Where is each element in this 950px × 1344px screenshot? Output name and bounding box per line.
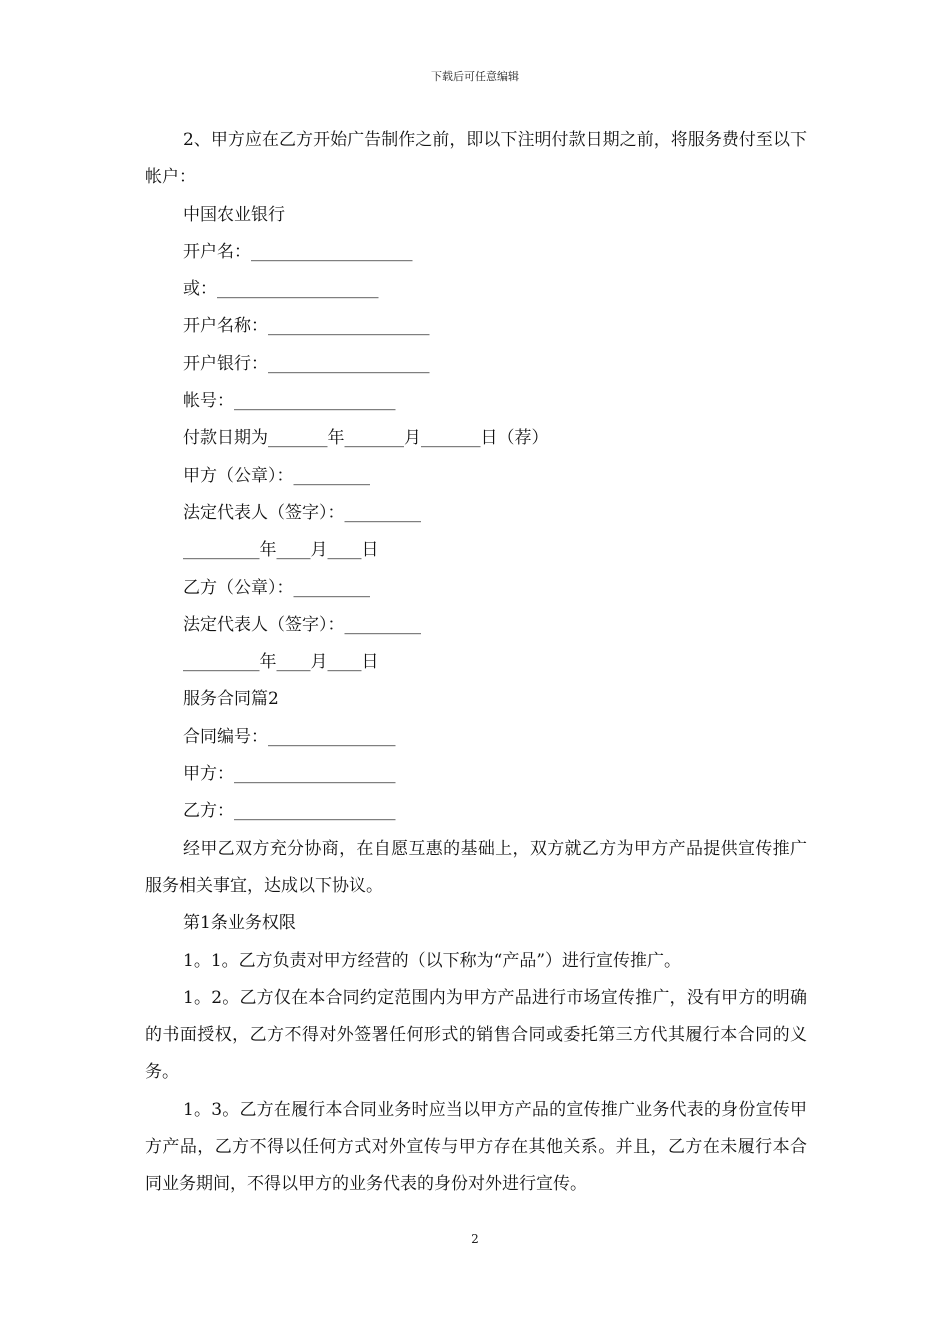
paragraph: 乙方（公章）：_________	[183, 577, 370, 598]
paragraph: 中国农业银行	[183, 204, 285, 225]
paragraph: 乙方：___________________	[183, 801, 396, 822]
section-title: 第1条业务权限	[183, 913, 296, 934]
paragraph: 开户名称：___________________	[183, 316, 430, 337]
paragraph: 法定代表人（签字）：_________	[183, 614, 421, 635]
document-body	[145, 122, 807, 1204]
paragraph: 合同编号：_______________	[183, 726, 396, 747]
paragraph: 经甲乙双方充分协商，在自愿互惠的基础上，双方就乙方为甲方产品提供宣传推广服务相关事宜，达成以下协议。	[145, 838, 807, 896]
paragraph: 开户名：___________________	[183, 241, 413, 262]
paragraph: 2、甲方应在乙方开始广告制作之前，即以下注明付款日期之前，将服务费付至以下帐户：	[145, 130, 807, 188]
section-title: 服务合同篇2	[183, 689, 279, 710]
paragraph: 甲方：___________________	[183, 764, 396, 785]
paragraph: _________年____月____日	[183, 652, 379, 673]
paragraph: 法定代表人（签字）：_________	[183, 502, 421, 523]
paragraph: 付款日期为_______年_______月_______日（荐）	[183, 428, 549, 449]
page-header: 下载后可任意编辑	[431, 70, 519, 83]
page-number: 2	[471, 1232, 479, 1246]
paragraph: 甲方（公章）：_________	[183, 465, 370, 486]
paragraph: _________年____月____日	[183, 540, 379, 561]
paragraph: 或：___________________	[183, 279, 379, 300]
paragraph: 开户银行：___________________	[183, 353, 430, 374]
paragraph: 1。2。乙方仅在本合同约定范围内为甲方产品进行市场宣传推广，没有甲方的明确的书面授权，乙方不得对外签署任何形式的销售合同或委托第三方代其履行本合同的义务。	[145, 987, 807, 1083]
paragraph: 1。3。乙方在履行本合同业务时应当以甲方产品的宣传推广业务代表的身份宣传甲方产品，乙方不得以任何方式对外宣传与甲方存在其他关系。并且，乙方在未履行本合同业务期间，不得以甲方的业务代表的身份对外进行宣传。	[145, 1099, 807, 1195]
paragraph: 帐号：___________________	[183, 391, 396, 412]
paragraph: 1。1。乙方负责对甲方经营的（以下称为“产品”）进行宣传推广。	[183, 950, 682, 971]
